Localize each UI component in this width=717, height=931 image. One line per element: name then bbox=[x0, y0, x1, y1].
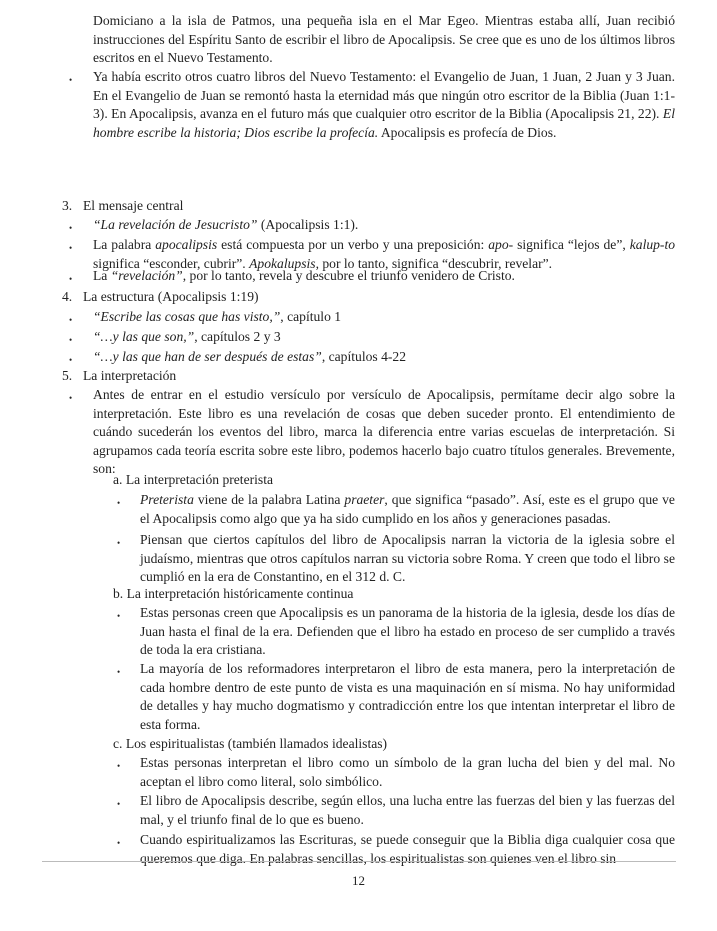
intro-paragraph: Domiciano a la isla de Patmos, una pequeña isla en el Mar Egeo. Mientras estaba allí, Juan recibió instrucciones del Espíritu Santo de escribir el libro de Apocalipsis. Se cree que es uno de los últimos libros escritos en el Nuevo Testamento. bbox=[93, 13, 675, 66]
paragraph: El libro de Apocalipsis describe, según ellos, una lucha entre las fuerzas del bien y las fuerzas del mal, y el triunfo final de lo que es bueno. bbox=[140, 793, 675, 827]
text: La palabra bbox=[93, 237, 152, 252]
paragraph: Cuando espiritualizamos las Escrituras, se puede conseguir que la Biblia diga cualquier cosa que queremos que diga. En palabras sencillas, los espiritualistas son quienes ven el libro sin bbox=[140, 832, 675, 866]
bullet: • bbox=[117, 761, 121, 771]
bullet: • bbox=[117, 799, 121, 809]
bullet: • bbox=[69, 223, 73, 233]
bullet: • bbox=[117, 538, 121, 548]
text: , capítulos 4-22 bbox=[321, 349, 407, 364]
paragraph-books bbox=[93, 68, 675, 142]
bullet: • bbox=[117, 611, 121, 621]
italic-text: “…y las que han de ser después de estas” bbox=[93, 349, 322, 364]
section-number: 5. bbox=[62, 368, 73, 383]
page-number: 12 bbox=[352, 873, 365, 888]
paragraph bbox=[140, 491, 675, 528]
section-title: La interpretación bbox=[83, 368, 177, 383]
italic-text: “Escribe las cosas que has visto,” bbox=[93, 309, 281, 324]
bullet: • bbox=[69, 315, 73, 325]
bullet: • bbox=[69, 75, 73, 85]
italic-text: apocalipsis bbox=[155, 237, 218, 252]
subsection-title: a. La interpretación preterista bbox=[113, 472, 274, 487]
text: , capítulo 1 bbox=[280, 309, 342, 324]
paragraph bbox=[93, 267, 675, 286]
bullet: • bbox=[117, 498, 121, 508]
italic-text: El hombre escribe la historia; Dios escribe la profecía. bbox=[93, 106, 675, 140]
paragraph bbox=[93, 348, 675, 367]
section-number: 4. bbox=[62, 289, 73, 304]
paragraph: Antes de entrar en el estudio versículo por versículo de Apocalipsis, permítame decir algo sobre la interpretación. Este libro es una revelación de cosas que deben suceder pronto. El entendimiento de cuándo sucederán los eventos del libro, marca la diferencia entre varias escuelas de interpretación. Si agrupamos cada teoría escrita sobre este libro, podemos hacerlo bajo cuatro títulos generales. Brevemente, son: bbox=[93, 387, 675, 477]
text: está compuesta por un verbo y una preposición: bbox=[221, 237, 485, 252]
italic-text: praeter bbox=[344, 492, 385, 507]
text: , por lo tanto, significa “descubrir, revelar”. bbox=[315, 255, 553, 271]
text: Ya había escrito otros cuatro libros del Nuevo Testamento: el Evangelio de Juan, 1 Juan, 2 Juan y 3 Juan. En el Evangelio de Juan se remontó hasta la eternidad más que ningún otro escritor de la Biblia (Juan 1:1-3). En Apocalipsis, avanza en el futuro más que cualquier otro escritor de la Biblia (Apocalipsis 21, 22). bbox=[93, 69, 675, 122]
text: significa “lejos de”, bbox=[517, 237, 626, 252]
paragraph bbox=[93, 216, 675, 235]
text: , que significa “pasado”. Así, este es el grupo que ve el Apocalipsis como algo que ya ha sido cumplido en los años y generaciones pasadas. bbox=[140, 492, 675, 526]
section-title: La estructura (Apocalipsis 1:19) bbox=[83, 289, 259, 304]
subsection-title: c. Los espiritualistas (también llamados idealistas) bbox=[113, 736, 388, 751]
italic-text: “La revelación de Jesucristo” bbox=[93, 217, 258, 232]
text: Apocalipsis es profecía de Dios. bbox=[380, 124, 557, 140]
text: (Apocalipsis 1:1). bbox=[260, 217, 359, 232]
bullet: • bbox=[69, 393, 73, 403]
italic-text: Apokalupsis bbox=[249, 255, 316, 271]
text: , capítulos 2 y 3 bbox=[194, 329, 281, 344]
paragraph: La mayoría de los reformadores interpretaron el libro de esta manera, pero la interpretación de cada hombre dentro de este punto de vista es una maquinación en sí misma. No hay uniformidad de detalles y hay mucho dogmatismo y contradicción entre los que intentan interpretar el libro de esta forma. bbox=[140, 661, 675, 732]
bullet: • bbox=[69, 274, 73, 284]
bullet: • bbox=[69, 355, 73, 365]
text: viene de la palabra Latina bbox=[197, 492, 341, 507]
bullet: • bbox=[117, 838, 121, 848]
paragraph: Piensan que ciertos capítulos del libro de Apocalipsis narran la victoria de la iglesia sobre el judaísmo, mientras que otros capítulos narran su victoria sobre Roma. Y creen que todo el libro se cumplió en la era de Constantino, en el 312 d. C. bbox=[140, 532, 675, 585]
italic-text: Preterista bbox=[140, 492, 194, 507]
italic-text: “…y las que son,” bbox=[93, 329, 195, 344]
italic-text: “revelación” bbox=[110, 268, 183, 283]
subsection-title: b. La interpretación históricamente continua bbox=[113, 586, 354, 601]
paragraph: Estas personas interpretan el libro como un símbolo de la gran lucha del bien y del mal. No aceptan el libro como literal, solo simbólico. bbox=[140, 755, 675, 789]
text: significa “esconder, cubrir”. bbox=[93, 255, 246, 271]
paragraph bbox=[93, 308, 675, 327]
section-title: El mensaje central bbox=[83, 198, 184, 213]
bullet: • bbox=[69, 243, 73, 253]
bullet: • bbox=[69, 335, 73, 345]
paragraph: Estas personas creen que Apocalipsis es un panorama de la historia de la iglesia, desde los días de Juan hasta el final de la era. Defienden que el libro ha estado en proceso de ser cumplido a través de toda la era cristiana. bbox=[140, 605, 675, 658]
text: , por lo tanto, revela y descubre el triunfo venidero de Cristo. bbox=[182, 268, 515, 283]
text: La bbox=[93, 268, 108, 283]
footer-divider bbox=[42, 861, 676, 862]
paragraph bbox=[93, 328, 675, 347]
section-number: 3. bbox=[62, 198, 73, 213]
bullet: • bbox=[117, 667, 121, 677]
italic-text: apo- bbox=[488, 237, 514, 252]
italic-text: kalup-to bbox=[629, 237, 676, 252]
